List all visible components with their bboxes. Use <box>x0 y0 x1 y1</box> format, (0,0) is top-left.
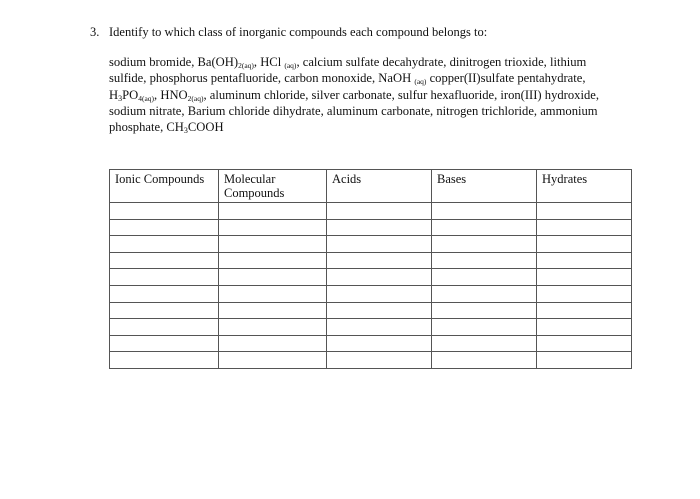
classification-table <box>109 169 632 369</box>
table-row <box>110 236 632 253</box>
answer-cell-acids[interactable] <box>327 302 432 319</box>
compound-list-line-3 <box>109 87 634 103</box>
answer-cell-bases[interactable] <box>432 203 537 220</box>
answer-cell-ionic[interactable] <box>110 285 219 302</box>
answer-cell-acids[interactable] <box>327 269 432 286</box>
answer-cell-bases[interactable] <box>432 236 537 253</box>
header-molecular-line-1: Molecular <box>224 172 276 186</box>
compound-text: COOH <box>187 120 224 135</box>
compound-list-line-4: sodium nitrate, Barium chloride dihydrate, aluminum carbonate, nitrogen trichloride, ammonium <box>109 103 598 118</box>
table-row <box>110 335 632 352</box>
table-row <box>110 252 632 269</box>
compound-text: H <box>109 87 119 102</box>
answer-cell-molecular[interactable] <box>219 285 327 302</box>
answer-cell-hydrates[interactable] <box>537 302 632 319</box>
subscript: 3 <box>118 93 123 103</box>
answer-cell-bases[interactable] <box>432 269 537 286</box>
compound-text: copper(II)sulfate pentahydrate, <box>426 71 586 86</box>
subscript: 2(aq) <box>187 93 204 103</box>
table-row <box>110 203 632 220</box>
answer-cell-ionic[interactable] <box>110 319 219 336</box>
table-header-row <box>110 170 632 203</box>
answer-cell-ionic[interactable] <box>110 203 219 220</box>
question-prompt: Identify to which class of inorganic compounds each compound belongs to: <box>109 25 488 39</box>
answer-cell-bases[interactable] <box>432 352 537 369</box>
answer-cell-hydrates[interactable] <box>537 352 632 369</box>
compound-text: phosphate, CH <box>109 120 184 135</box>
answer-cell-ionic[interactable] <box>110 269 219 286</box>
table-row <box>110 219 632 236</box>
answer-cell-acids[interactable] <box>327 335 432 352</box>
table-row <box>110 319 632 336</box>
answer-cell-bases[interactable] <box>432 219 537 236</box>
subscript: 2(aq) <box>238 61 254 70</box>
answer-cell-ionic[interactable] <box>110 236 219 253</box>
answer-cell-bases[interactable] <box>432 302 537 319</box>
answer-cell-molecular[interactable] <box>219 335 327 352</box>
answer-cell-molecular[interactable] <box>219 352 327 369</box>
answer-cell-molecular[interactable] <box>219 269 327 286</box>
subscript: 4(aq) <box>138 93 155 103</box>
answer-cell-bases[interactable] <box>432 252 537 269</box>
answer-cell-hydrates[interactable] <box>537 285 632 302</box>
compound-text: , aluminum chloride, silver carbonate, sulfur hexafluoride, iron(III) hydroxide, <box>203 87 599 102</box>
compound-text: PO <box>122 87 139 102</box>
answer-cell-hydrates[interactable] <box>537 219 632 236</box>
answer-cell-acids[interactable] <box>327 285 432 302</box>
subscript: (aq) <box>284 61 297 70</box>
answer-cell-ionic[interactable] <box>110 335 219 352</box>
subscript: 3 <box>183 126 188 136</box>
table-row <box>110 352 632 369</box>
answer-cell-ionic[interactable] <box>110 252 219 269</box>
compound-text: , HNO <box>154 87 188 102</box>
compound-text: sulfide, phosphorus pentafluoride, carbon monoxide, NaOH <box>109 71 415 86</box>
answer-cell-acids[interactable] <box>327 219 432 236</box>
answer-cell-acids[interactable] <box>327 319 432 336</box>
compound-list-line-2 <box>109 70 634 86</box>
compound-list-line-1 <box>109 54 634 70</box>
compound-list-line-5 <box>109 119 634 135</box>
table-body <box>110 203 632 369</box>
answer-cell-ionic[interactable] <box>110 219 219 236</box>
compound-text: , calcium sulfate decahydrate, dinitrogen trioxide, lithium <box>296 55 587 69</box>
answer-cell-molecular[interactable] <box>219 236 327 253</box>
table-row <box>110 269 632 286</box>
header-molecular-compounds <box>219 170 327 203</box>
header-molecular-line-2: Compounds <box>224 186 285 200</box>
answer-cell-hydrates[interactable] <box>537 269 632 286</box>
answer-cell-acids[interactable] <box>327 236 432 253</box>
answer-cell-acids[interactable] <box>327 352 432 369</box>
question-number: 3. <box>90 25 100 39</box>
answer-cell-bases[interactable] <box>432 285 537 302</box>
compound-list <box>109 54 634 135</box>
answer-cell-bases[interactable] <box>432 335 537 352</box>
table-row <box>110 302 632 319</box>
answer-cell-acids[interactable] <box>327 252 432 269</box>
answer-cell-ionic[interactable] <box>110 352 219 369</box>
compound-text: , HCl <box>253 55 285 69</box>
subscript: (aq) <box>414 77 427 87</box>
answer-cell-molecular[interactable] <box>219 252 327 269</box>
answer-cell-hydrates[interactable] <box>537 236 632 253</box>
header-acids: Acids <box>327 170 432 203</box>
answer-cell-molecular[interactable] <box>219 219 327 236</box>
answer-cell-hydrates[interactable] <box>537 252 632 269</box>
answer-cell-hydrates[interactable] <box>537 203 632 220</box>
compound-text: sodium bromide, Ba(OH) <box>109 55 239 69</box>
answer-cell-hydrates[interactable] <box>537 319 632 336</box>
header-ionic-compounds: Ionic Compounds <box>110 170 219 203</box>
header-hydrates: Hydrates <box>537 170 632 203</box>
answer-cell-molecular[interactable] <box>219 302 327 319</box>
header-bases: Bases <box>432 170 537 203</box>
answer-cell-molecular[interactable] <box>219 203 327 220</box>
answer-cell-molecular[interactable] <box>219 319 327 336</box>
answer-cell-acids[interactable] <box>327 203 432 220</box>
answer-cell-bases[interactable] <box>432 319 537 336</box>
table-row <box>110 285 632 302</box>
answer-cell-hydrates[interactable] <box>537 335 632 352</box>
answer-cell-ionic[interactable] <box>110 302 219 319</box>
